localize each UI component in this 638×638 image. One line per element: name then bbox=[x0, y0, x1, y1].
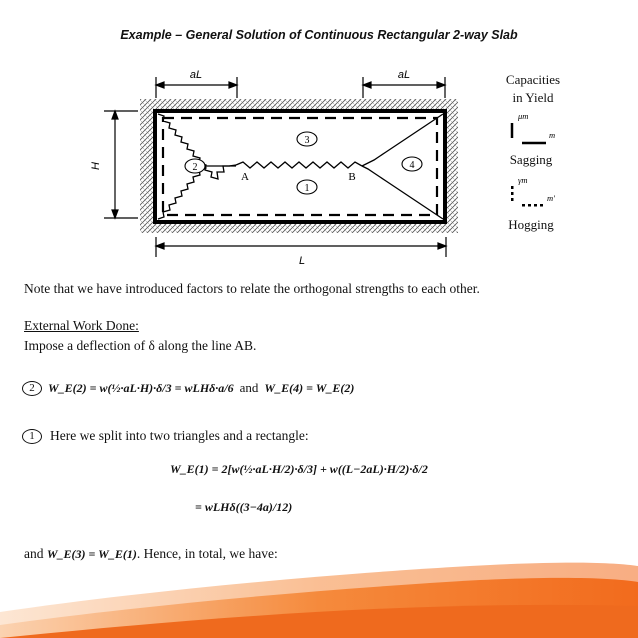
point-a-label: A bbox=[241, 171, 249, 183]
legend-sagging-side: m bbox=[549, 130, 556, 140]
final-equation: W_E(3) = W_E(1) bbox=[46, 547, 137, 561]
region-1-text: Here we split into two triangles and a rectangle: bbox=[50, 428, 309, 443]
dim-label-bottom: L bbox=[298, 255, 306, 267]
legend-sagging-top: μm bbox=[518, 111, 529, 121]
region-2-label: 2 bbox=[192, 162, 198, 173]
region-3-label: 3 bbox=[304, 135, 310, 146]
legend-hogging-side: m' bbox=[547, 193, 555, 203]
region-1-label: 1 bbox=[304, 183, 310, 194]
eq2-and: and bbox=[239, 380, 259, 395]
page-title: Example – General Solution of Continuous Rectangular 2-way Slab bbox=[120, 28, 518, 42]
region-4-label: 4 bbox=[409, 160, 415, 171]
dim-label-left: H bbox=[90, 162, 102, 170]
dim-label-top-right: aL bbox=[397, 69, 411, 81]
region-2-marker: 2 bbox=[22, 381, 42, 396]
equation-region-1-line2: = wLHδ((3−4a)/12) bbox=[195, 500, 293, 514]
impose-text: Impose a deflection of δ along the line AB. bbox=[24, 338, 257, 353]
legend-heading-2: in Yield bbox=[512, 90, 554, 105]
final-and: and bbox=[24, 546, 44, 561]
legend-sagging-label: Sagging bbox=[509, 152, 553, 167]
final-rest: . Hence, in total, we have: bbox=[136, 546, 278, 561]
note-text: Note that we have introduced factors to relate the orthogonal strengths to each other. bbox=[24, 281, 480, 296]
region-1-marker: 1 bbox=[22, 429, 42, 444]
section-heading: External Work Done: bbox=[24, 318, 139, 333]
eq2-expression: W_E(2) = w(½·aL·H)·δ/3 = wLHδ·a/6 bbox=[48, 380, 234, 395]
eq2-equivalence: W_E(4) = W_E(2) bbox=[264, 380, 355, 395]
equation-region-1-line1: W_E(1) = 2[w(½·aL·H/2)·δ/3] + w((L−2aL)·H/2)·δ/2 bbox=[170, 462, 428, 476]
legend-hogging-top: γm bbox=[518, 175, 528, 185]
point-b-label: B bbox=[348, 171, 356, 183]
dim-label-top-left: aL bbox=[189, 69, 203, 81]
legend-heading-1: Capacities bbox=[505, 72, 561, 87]
legend-hogging-label: Hogging bbox=[508, 217, 554, 232]
